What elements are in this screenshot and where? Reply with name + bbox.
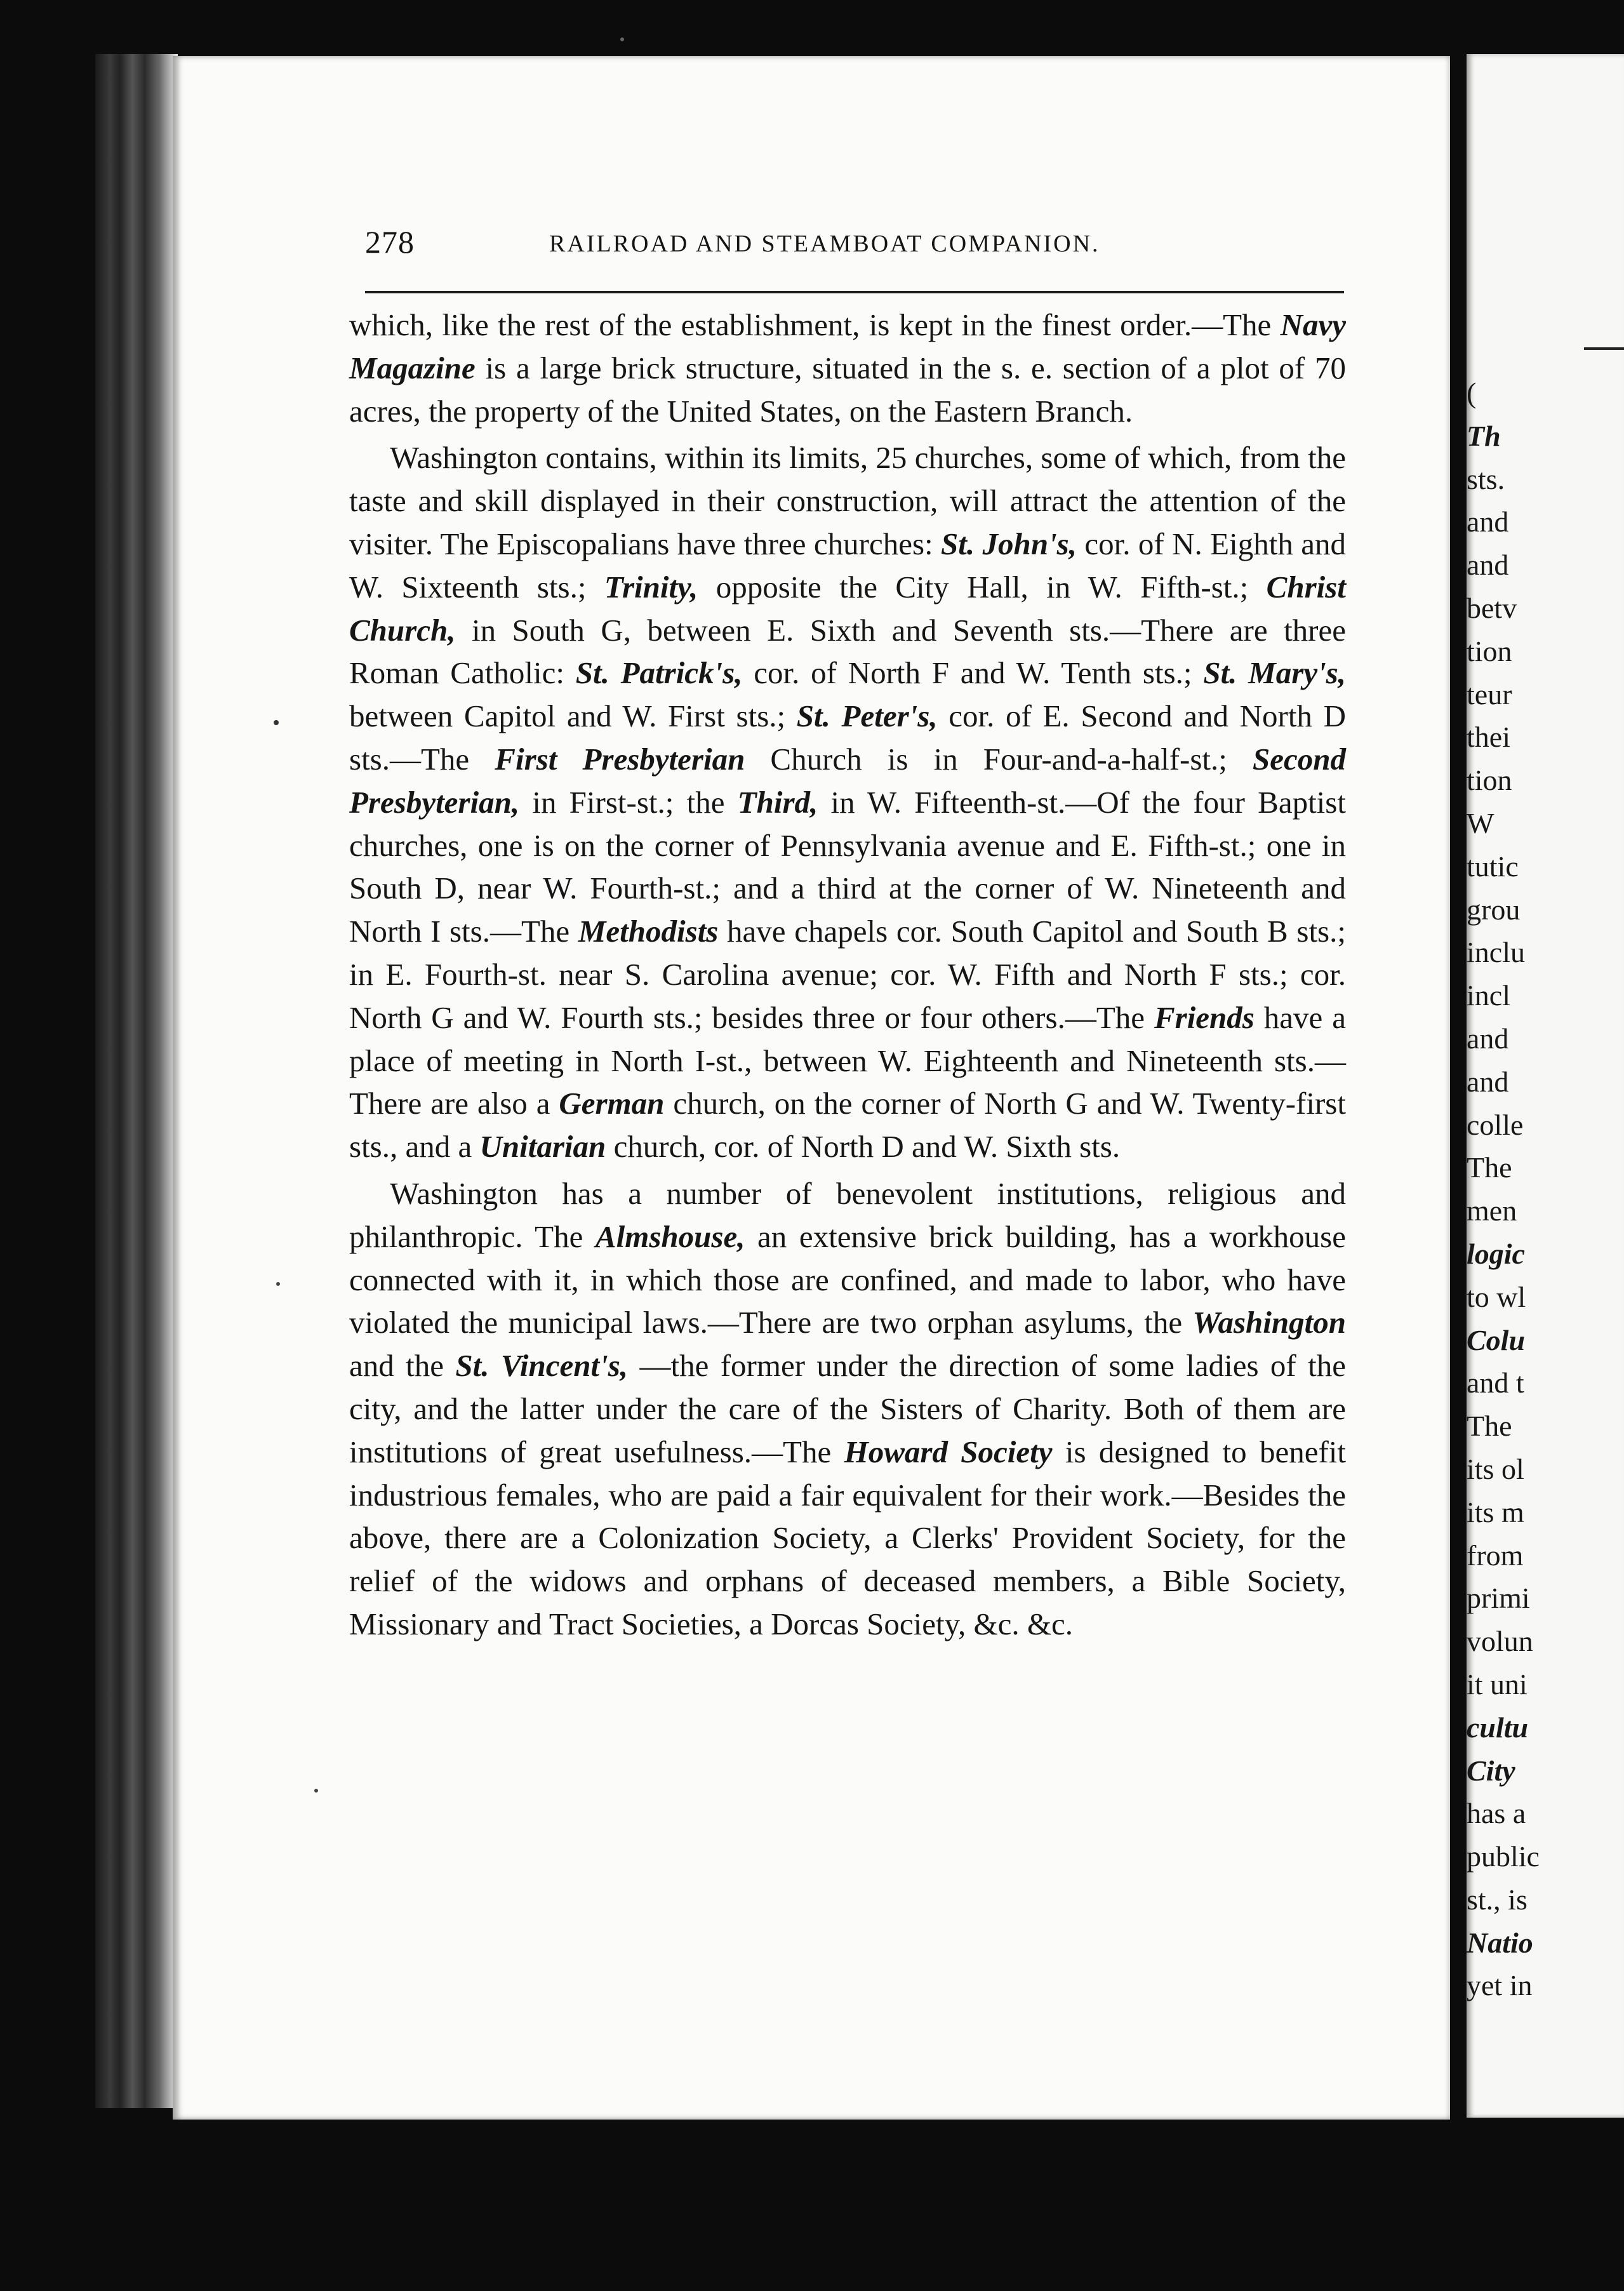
- text-run: an extensive brick building, has a workhouse connected with it, in which those are confined, and made to labor, who have violated the municipal laws.—There are two orphan asylums, the: [349, 1219, 1346, 1340]
- italic-name: St. Mary's,: [1203, 655, 1347, 691]
- facing-page-line: teur: [1467, 678, 1512, 711]
- facing-page-line: and: [1467, 1065, 1509, 1098]
- facing-page-line: City: [1467, 1754, 1515, 1787]
- italic-name: St. John's,: [941, 526, 1077, 561]
- facing-page-line: tion: [1467, 634, 1512, 667]
- facing-page-line: tutic: [1467, 850, 1519, 883]
- text-run: is a large brick structure, situated in the s. e. section of a plot of 70 acres, the property of the United States, on the Eastern Branch.: [349, 350, 1346, 429]
- paragraph-3: [349, 1172, 1346, 1646]
- facing-page-line: and t: [1467, 1366, 1524, 1399]
- facing-page-header-rule: [1584, 347, 1624, 350]
- italic-name: Trinity,: [604, 569, 698, 604]
- facing-page-line: The: [1467, 1410, 1512, 1443]
- italic-name: Unitarian: [479, 1129, 606, 1165]
- italic-name: Christ Church,: [349, 569, 1346, 648]
- text-run: between Capitol and W. First sts.;: [349, 698, 797, 734]
- italic-name: German: [559, 1086, 665, 1121]
- facing-page-line: and: [1467, 1022, 1509, 1055]
- italic-name: First Presbyterian: [495, 741, 745, 777]
- italic-name: St. Peter's,: [796, 698, 938, 734]
- page-number: 278: [365, 224, 415, 260]
- facing-page-edge: [1467, 54, 1624, 2118]
- paragraph-1: [349, 304, 1346, 432]
- text-run: Washington contains, within its limits, 25 churches, some of which, from the taste and skill displayed in their construction, will attract the attention of the visiter. The Episcopalians have three churches:: [349, 440, 1346, 561]
- paragraph-2: [349, 436, 1346, 1168]
- facing-page-line: Colu: [1467, 1323, 1526, 1356]
- facing-page-line: sts.: [1467, 462, 1505, 495]
- italic-name: St. Patrick's,: [575, 655, 743, 691]
- italic-name: St. Vincent's,: [455, 1348, 629, 1384]
- italic-name: Howard Society: [844, 1434, 1053, 1469]
- facing-page-line: has a: [1467, 1797, 1526, 1830]
- italic-name: Navy Magazine: [349, 307, 1346, 385]
- text-run: in First-st.; the: [519, 784, 738, 820]
- text-run: which, like the rest of the establishment, is kept in the finest order.—The: [349, 307, 1281, 342]
- facing-page-line: its m: [1467, 1495, 1524, 1528]
- italic-name: Methodists: [578, 914, 719, 949]
- text-run: in South G, between E. Sixth and Seventh sts.—There are three Roman Catholic:: [349, 612, 1346, 691]
- facing-page-line: it uni: [1467, 1667, 1527, 1700]
- facing-page-line: betv: [1467, 591, 1517, 624]
- facing-page-line: The: [1467, 1151, 1512, 1184]
- running-head: [365, 224, 1343, 274]
- text-run: have chapels cor. South Capitol and South B sts.; in E. Fourth-st. near S. Carolina avenue; cor. W. Fifth and North F sts.; cor. North G and W. Fourth sts.; besides three or four others.—The: [349, 914, 1346, 1035]
- italic-name: Third,: [737, 784, 818, 820]
- text-run: in W. Fifteenth-st.—Of the four Baptist churches, one is on the corner of Pennsylvania avenue and E. Fifth-st.; one in South D, near W. Fourth-st.; and a third at the corner of W. Nineteenth and North I sts.—The: [349, 784, 1346, 949]
- facing-page-line: primi: [1467, 1582, 1530, 1615]
- facing-page-line: grou: [1467, 893, 1521, 926]
- facing-page-line: public: [1467, 1840, 1540, 1873]
- facing-page-text-fragments: [1467, 371, 1624, 2007]
- facing-page-line: from: [1467, 1539, 1524, 1572]
- facing-page-line: (: [1467, 377, 1477, 409]
- header-rule: [365, 291, 1344, 293]
- body-text: [349, 304, 1346, 1646]
- facing-page-line: to wl: [1467, 1280, 1526, 1313]
- text-run: cor. of E. Second and North D sts.—The: [349, 698, 1346, 777]
- italic-name: Second Presbyterian,: [349, 741, 1346, 820]
- facing-page-line: inclu: [1467, 936, 1525, 969]
- italic-name: Friends: [1154, 999, 1255, 1035]
- facing-page-line: and: [1467, 549, 1509, 582]
- text-run: have a place of meeting in North I-st., between W. Eighteenth and Nineteenth sts.—There are also a: [349, 999, 1346, 1121]
- facing-page-line: Th: [1467, 419, 1501, 452]
- italic-name: Almshouse,: [595, 1219, 745, 1254]
- facing-page-line: colle: [1467, 1108, 1524, 1141]
- running-head-title: RAILROAD AND STEAMBOAT COMPANION.: [549, 230, 1100, 257]
- text-run: Church is in Four-and-a-half-st.;: [745, 741, 1253, 777]
- facing-page-line: its ol: [1467, 1452, 1524, 1485]
- book-spine-edge: [95, 54, 178, 2108]
- speck: [620, 37, 624, 41]
- text-run: opposite the City Hall, in W. Fifth-st.;: [698, 569, 1267, 604]
- facing-page-line: st., is: [1467, 1883, 1527, 1916]
- text-run: cor. of N. Eighth and W. Sixteenth sts.;: [349, 526, 1346, 604]
- facing-page-line: logic: [1467, 1237, 1525, 1270]
- text-run: cor. of North F and W. Tenth sts.;: [742, 655, 1204, 691]
- text-run: church, on the corner of North G and W. Twenty-first sts., and a: [349, 1086, 1346, 1165]
- text-run: Washington has a number of benevolent institutions, religious and philanthropic. The: [349, 1175, 1346, 1254]
- facing-page-line: thei: [1467, 721, 1510, 754]
- text-run: —the former under the direction of some ladies of the city, and the latter under the care of the Sisters of Charity. Both of them are institutions of great usefulness.—The: [349, 1348, 1346, 1469]
- facing-page-line: cultu: [1467, 1711, 1529, 1744]
- text-run: is designed to benefit industrious females, who are paid a fair equivalent for their work.—Besides the above, there are a Colonization Society, a Clerks' Provident Society, for the relief of the widows and orphans of deceased members, a Bible Society, Missionary and Tract Societies, a Dorcas Society, &c. &c.: [349, 1434, 1346, 1641]
- facing-page-line: Natio: [1467, 1926, 1533, 1959]
- text-run: and the: [349, 1348, 456, 1384]
- facing-page-line: yet in: [1467, 1969, 1533, 2002]
- italic-name: Washington: [1192, 1305, 1346, 1340]
- facing-page-line: men: [1467, 1194, 1517, 1227]
- facing-page-line: and: [1467, 505, 1509, 538]
- text-run: church, cor. of North D and W. Sixth sts.: [606, 1129, 1121, 1165]
- facing-page-line: W: [1467, 806, 1494, 839]
- facing-page-line: volun: [1467, 1625, 1533, 1658]
- facing-page-line: tion: [1467, 764, 1512, 797]
- facing-page-line: incl: [1467, 979, 1510, 1012]
